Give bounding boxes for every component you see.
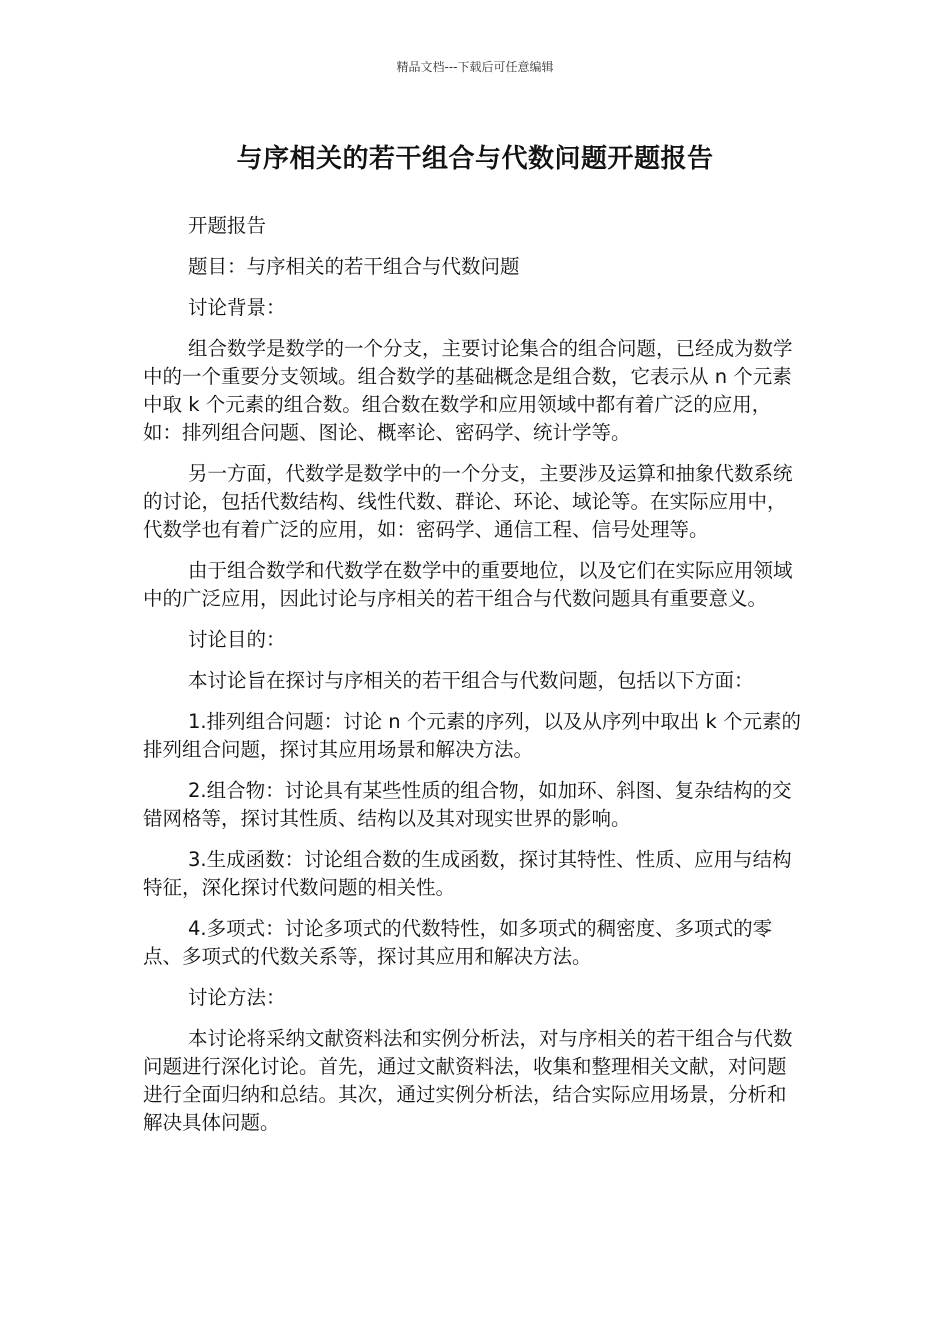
paragraph-topic: 题目：与序相关的若干组合与代数问题 bbox=[188, 255, 520, 278]
paragraph-report-label: 开题报告 bbox=[188, 214, 267, 237]
document-title: 与序相关的若干组合与代数问题开题报告 bbox=[236, 144, 714, 174]
heading-method: 讨论方法： bbox=[188, 986, 286, 1009]
list-item-generating-functions: 3.生成函数：讨论组合数的生成函数，探讨其特性、性质、应用与结构特征，深化探讨代数问题的相关性。 bbox=[143, 848, 792, 899]
paragraph-algebra: 另一方面，代数学是数学中的一个分支，主要涉及运算和抽象代数系统的讨论，包括代数结构、线性代数、群论、环论、域论等。在实际应用中，代数学也有着广泛的应用，如：密码学、通信工程、信号处理等。 bbox=[143, 462, 793, 541]
list-item-combinatorial-objects: 2.组合物：讨论具有某些性质的组合物，如加环、斜图、复杂结构的交错网格等，探讨其性质、结构以及其对现实世界的影响。 bbox=[143, 779, 792, 830]
heading-background: 讨论背景： bbox=[188, 296, 286, 319]
list-item-polynomials: 4.多项式：讨论多项式的代数特性，如多项式的稠密度、多项式的零点、多项式的代数关系等，探讨其应用和解决方法。 bbox=[143, 917, 773, 968]
page-header-note: 精品文档---下载后可任意编辑 bbox=[396, 60, 554, 74]
paragraph-purpose-intro: 本讨论旨在探讨与序相关的若干组合与代数问题，包括以下方面： bbox=[188, 669, 754, 692]
paragraph-combinatorics: 组合数学是数学的一个分支，主要讨论集合的组合问题，已经成为数学中的一个重要分支领域。组合数学的基础概念是组合数，它表示从 n 个元素中取 k 个元素的组合数。组合数在数学和应用领域中都有着广泛的应用，如：排列组合问题、图论、概率论、密码学、统计学等。 bbox=[143, 337, 793, 444]
document-body bbox=[143, 212, 805, 1150]
paragraph-significance: 由于组合数学和代数学在数学中的重要地位，以及它们在实际应用领域中的广泛应用，因此讨论与序相关的若干组合与代数问题具有重要意义。 bbox=[143, 559, 793, 610]
list-item-permutations: 1.排列组合问题：讨论 n 个元素的序列，以及从序列中取出 k 个元素的排列组合问题，探讨其应用场景和解决方法。 bbox=[143, 710, 802, 761]
paragraph-method: 本讨论将采纳文献资料法和实例分析法，对与序相关的若干组合与代数问题进行深化讨论。首先，通过文献资料法，收集和整理相关文献，对问题进行全面归纳和总结。其次，通过实例分析法，结合实际应用场景，分析和解决具体问题。 bbox=[143, 1027, 793, 1134]
heading-purpose: 讨论目的： bbox=[188, 628, 286, 651]
